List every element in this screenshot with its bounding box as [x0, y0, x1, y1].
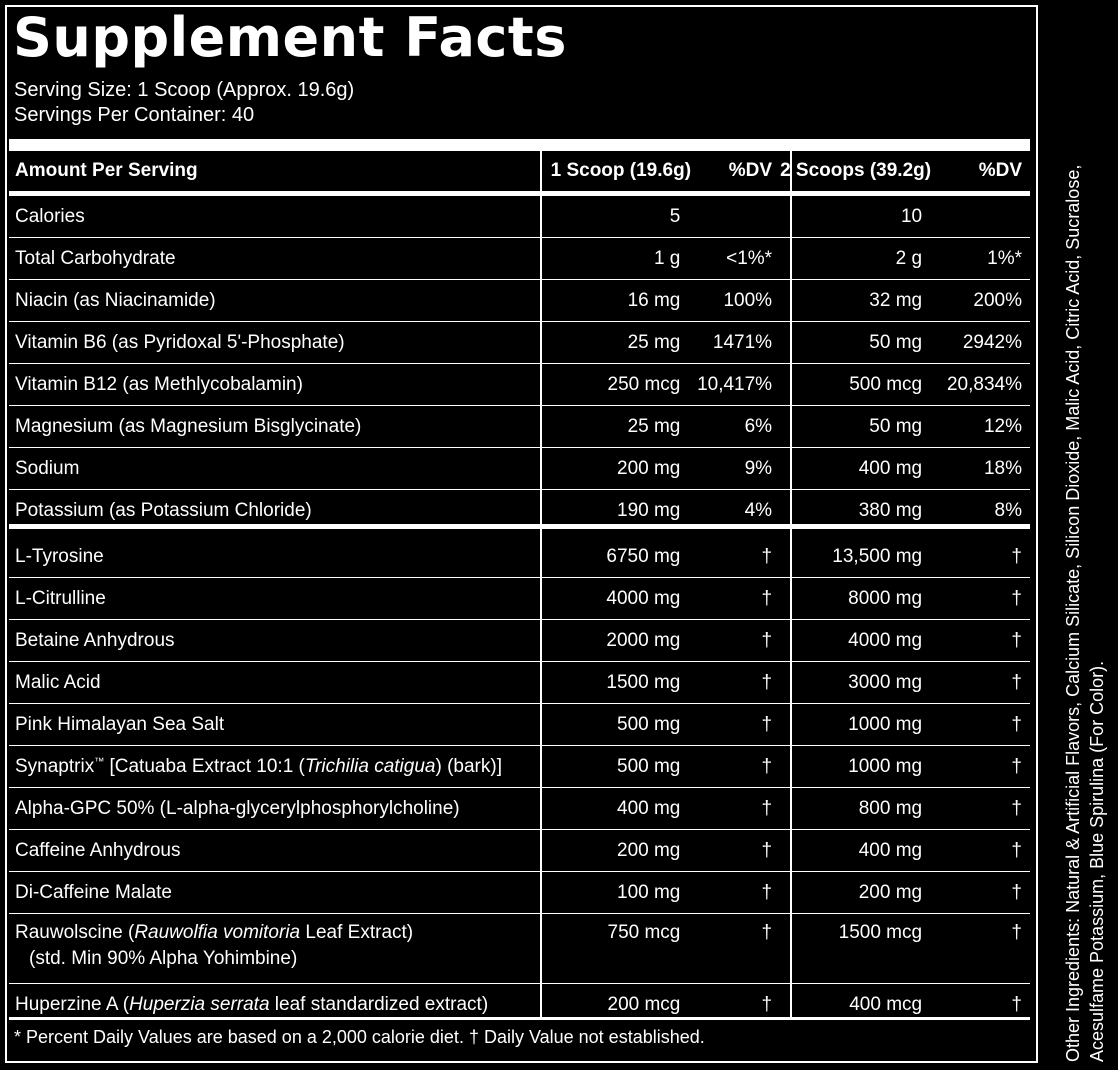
- table-row: [9, 490, 1030, 532]
- nutrient-label: Niacin (as Niacinamide): [15, 289, 216, 311]
- nutrient-name: [9, 364, 551, 406]
- amount-one-scoop: 25 mg: [551, 406, 693, 448]
- table-row: [9, 196, 1030, 238]
- nutrient-label: L-Citrulline: [15, 587, 106, 609]
- amount-two-scoops: 8000 mg: [780, 578, 934, 620]
- header-amount: Amount Per Serving: [15, 160, 198, 181]
- nutrition-table: [9, 151, 1030, 1025]
- amount-one-scoop: 5: [551, 196, 693, 238]
- amount-one-scoop: 100 mg: [551, 872, 693, 914]
- table-row: [9, 662, 1030, 704]
- nutrient-name: [9, 788, 551, 830]
- dv-two-scoops: †: [1011, 993, 1022, 1015]
- nutrient-label-line-2: (std. Min 90% Alpha Yohimbine): [29, 948, 298, 969]
- table-row: [9, 536, 1030, 578]
- nutrient-name: [9, 322, 551, 364]
- table-row: [9, 914, 1030, 984]
- nutrient-botanical-name: Trichilia catigua: [304, 755, 436, 777]
- dv-one-scoop: †: [692, 746, 780, 788]
- nutrient-label: Vitamin B12 (as Methlycobalamin): [15, 373, 303, 395]
- amount-one-scoop: 4000 mg: [551, 578, 693, 620]
- nutrient-name: [9, 536, 551, 578]
- amount-one-scoop: 200 mg: [551, 448, 693, 490]
- table-row: [9, 406, 1030, 448]
- amount-two-scoops: 3000 mg: [780, 662, 934, 704]
- amount-two-scoops: 200 mg: [780, 872, 934, 914]
- amount-one-scoop: 200 mcg: [607, 993, 681, 1015]
- dv-one-scoop: [692, 196, 780, 238]
- dv-one-scoop: †: [692, 872, 780, 914]
- header-one-scoop: 1 Scoop (19.6g): [550, 160, 692, 181]
- dv-two-scoops: †: [934, 662, 1030, 704]
- table-row: [9, 448, 1030, 490]
- nutrient-name: [9, 662, 551, 704]
- nutrient-label: Malic Acid: [15, 671, 101, 693]
- nutrient-label-end: ) (bark)]: [435, 755, 502, 777]
- amount-one-scoop: 25 mg: [551, 322, 693, 364]
- amount-two-scoops: 13,500 mg: [780, 536, 934, 578]
- table-row: [9, 704, 1030, 746]
- dv-one-scoop: †: [692, 788, 780, 830]
- amount-two-scoops: 400 mcg: [849, 993, 923, 1015]
- nutrient-label: Pink Himalayan Sea Salt: [15, 713, 225, 735]
- table-row: [9, 830, 1030, 872]
- nutrient-label: Rauwolscine (: [15, 922, 135, 943]
- amount-one-scoop: 2000 mg: [551, 620, 693, 662]
- nutrient-name: [9, 620, 551, 662]
- table-row: [9, 746, 1030, 788]
- nutrient-name: [9, 746, 551, 788]
- amount-two-scoops: 1000 mg: [780, 746, 934, 788]
- nutrient-label: Betaine Anhydrous: [15, 629, 175, 651]
- amount-two-scoops: 1500 mcg: [780, 914, 934, 984]
- dv-two-scoops: [934, 196, 1030, 238]
- dv-two-scoops: †: [934, 536, 1030, 578]
- nutrient-label: Huperzine A (: [15, 993, 130, 1015]
- dv-two-scoops: 8%: [994, 499, 1022, 521]
- amount-two-scoops: 380 mg: [858, 499, 923, 521]
- other-ingredients: [1061, 22, 1109, 1062]
- dv-one-scoop: †: [692, 620, 780, 662]
- table-row: [9, 984, 1030, 1026]
- amount-one-scoop: 400 mg: [551, 788, 693, 830]
- amount-two-scoops: 400 mg: [780, 830, 934, 872]
- dv-one-scoop: 4%: [744, 499, 773, 521]
- dv-one-scoop: †: [692, 914, 780, 984]
- header-dv-2: %DV: [978, 160, 1022, 181]
- nutrient-label: Di-Caffeine Malate: [15, 881, 173, 903]
- nutrient-name: [9, 578, 551, 620]
- dv-two-scoops: †: [934, 830, 1030, 872]
- table-row: [9, 238, 1030, 280]
- amount-one-scoop: 190 mg: [617, 499, 681, 521]
- dv-one-scoop: 6%: [692, 406, 780, 448]
- nutrient-label: Magnesium (as Magnesium Bisglycinate): [15, 415, 362, 437]
- nutrient-label: Alpha-GPC 50% (L-alpha-glycerylphosphorylcholine): [15, 797, 460, 819]
- nutrient-name: [9, 704, 551, 746]
- table-row: [9, 788, 1030, 830]
- nutrient-label-mid: [Catuaba Extract 10:1 (: [104, 755, 305, 777]
- table-row: [9, 578, 1030, 620]
- dv-two-scoops: †: [934, 914, 1030, 984]
- nutrient-label: Calories: [15, 205, 85, 227]
- amount-one-scoop: 1 g: [551, 238, 693, 280]
- nutrient-name: [9, 872, 551, 914]
- amount-one-scoop: 250 mcg: [551, 364, 693, 406]
- amount-two-scoops: 500 mcg: [780, 364, 934, 406]
- dv-two-scoops: 20,834%: [934, 364, 1030, 406]
- dv-one-scoop: †: [761, 993, 773, 1015]
- table-row: [9, 872, 1030, 914]
- header-dv-1: %DV: [728, 160, 773, 181]
- trademark-mark: ™: [94, 756, 105, 768]
- nutrient-name: [9, 406, 551, 448]
- dv-one-scoop: †: [692, 536, 780, 578]
- table-row: [9, 322, 1030, 364]
- amount-two-scoops: 1000 mg: [780, 704, 934, 746]
- amount-one-scoop: 750 mcg: [551, 914, 693, 984]
- footnote: * Percent Daily Values are based on a 2,000 calorie diet. † Daily Value not established.: [14, 1027, 705, 1047]
- amount-two-scoops: 10: [780, 196, 934, 238]
- dv-two-scoops: †: [934, 704, 1030, 746]
- dv-two-scoops: †: [934, 788, 1030, 830]
- dv-one-scoop: †: [692, 830, 780, 872]
- table-row: [9, 364, 1030, 406]
- nutrient-name: [9, 448, 551, 490]
- nutrient-label: Caffeine Anhydrous: [15, 839, 181, 861]
- dv-one-scoop: 1471%: [692, 322, 780, 364]
- dv-two-scoops: †: [934, 620, 1030, 662]
- amount-two-scoops: 400 mg: [780, 448, 934, 490]
- amount-two-scoops: 4000 mg: [780, 620, 934, 662]
- dv-two-scoops: 12%: [934, 406, 1030, 448]
- dv-one-scoop: 10,417%: [692, 364, 780, 406]
- nutrient-botanical-name: Rauwolfia vomitoria: [134, 922, 301, 943]
- nutrient-label: Vitamin B6 (as Pyridoxal 5'-Phosphate): [15, 331, 345, 353]
- nutrient-name: [9, 280, 551, 322]
- dv-one-scoop: 100%: [692, 280, 780, 322]
- dv-two-scoops: 1%*: [934, 238, 1030, 280]
- nutrient-name: [9, 914, 551, 984]
- amount-two-scoops: 800 mg: [780, 788, 934, 830]
- nutrient-name: [9, 984, 551, 1026]
- dv-one-scoop: †: [692, 704, 780, 746]
- other-ingredients-line-2: Acesulfame Potassium, Blue Spirulina (For Color).: [1087, 660, 1107, 1062]
- dv-two-scoops: †: [934, 872, 1030, 914]
- dv-one-scoop: 9%: [692, 448, 780, 490]
- amount-one-scoop: 500 mg: [551, 704, 693, 746]
- amount-one-scoop: 500 mg: [551, 746, 693, 788]
- nutrient-label-end: Leaf Extract): [300, 922, 414, 943]
- amount-one-scoop: 200 mg: [551, 830, 693, 872]
- amount-one-scoop: 6750 mg: [551, 536, 693, 578]
- dv-one-scoop: †: [692, 662, 780, 704]
- top-thick-divider: [9, 139, 1030, 151]
- table-header: [9, 151, 1030, 191]
- dv-two-scoops: 2942%: [934, 322, 1030, 364]
- amount-two-scoops: 2 g: [780, 238, 934, 280]
- amount-one-scoop: 16 mg: [551, 280, 693, 322]
- serving-size: Serving Size: 1 Scoop (Approx. 19.6g): [14, 79, 355, 101]
- table-row: [9, 280, 1030, 322]
- nutrient-botanical-name: Huperzia serrata: [129, 993, 270, 1015]
- nutrient-name: [9, 238, 551, 280]
- nutrient-label-end: leaf standardized extract): [269, 993, 489, 1015]
- dv-one-scoop: †: [692, 578, 780, 620]
- dv-two-scoops: 18%: [934, 448, 1030, 490]
- amount-two-scoops: 32 mg: [780, 280, 934, 322]
- nutrient-name: [9, 490, 551, 532]
- nutrient-label: Synaptrix: [15, 755, 95, 777]
- page-title: Supplement Facts: [13, 6, 567, 69]
- nutrient-label: Sodium: [15, 457, 80, 479]
- amount-one-scoop: 1500 mg: [551, 662, 693, 704]
- nutrient-label: L-Tyrosine: [15, 545, 104, 567]
- header-two-scoops: 2 Scoops (39.2g): [780, 160, 932, 181]
- nutrient-label: Potassium (as Potassium Chloride): [15, 499, 312, 521]
- nutrient-label: Total Carbohydrate: [15, 247, 176, 269]
- nutrient-name: [9, 196, 551, 238]
- table-row: [9, 620, 1030, 662]
- dv-two-scoops: †: [934, 578, 1030, 620]
- servings-per-container: Servings Per Container: 40: [14, 104, 255, 126]
- amount-two-scoops: 50 mg: [780, 406, 934, 448]
- other-ingredients-line-1: Other Ingredients: Natural & Artificial Flavors, Calcium Silicate, Silicon Dioxide, Malic Acid, Citric Acid, Sucralose,: [1063, 164, 1083, 1062]
- dv-one-scoop: <1%*: [692, 238, 780, 280]
- nutrient-name: [9, 830, 551, 872]
- amount-two-scoops: 50 mg: [780, 322, 934, 364]
- dv-two-scoops: †: [934, 746, 1030, 788]
- dv-two-scoops: 200%: [934, 280, 1030, 322]
